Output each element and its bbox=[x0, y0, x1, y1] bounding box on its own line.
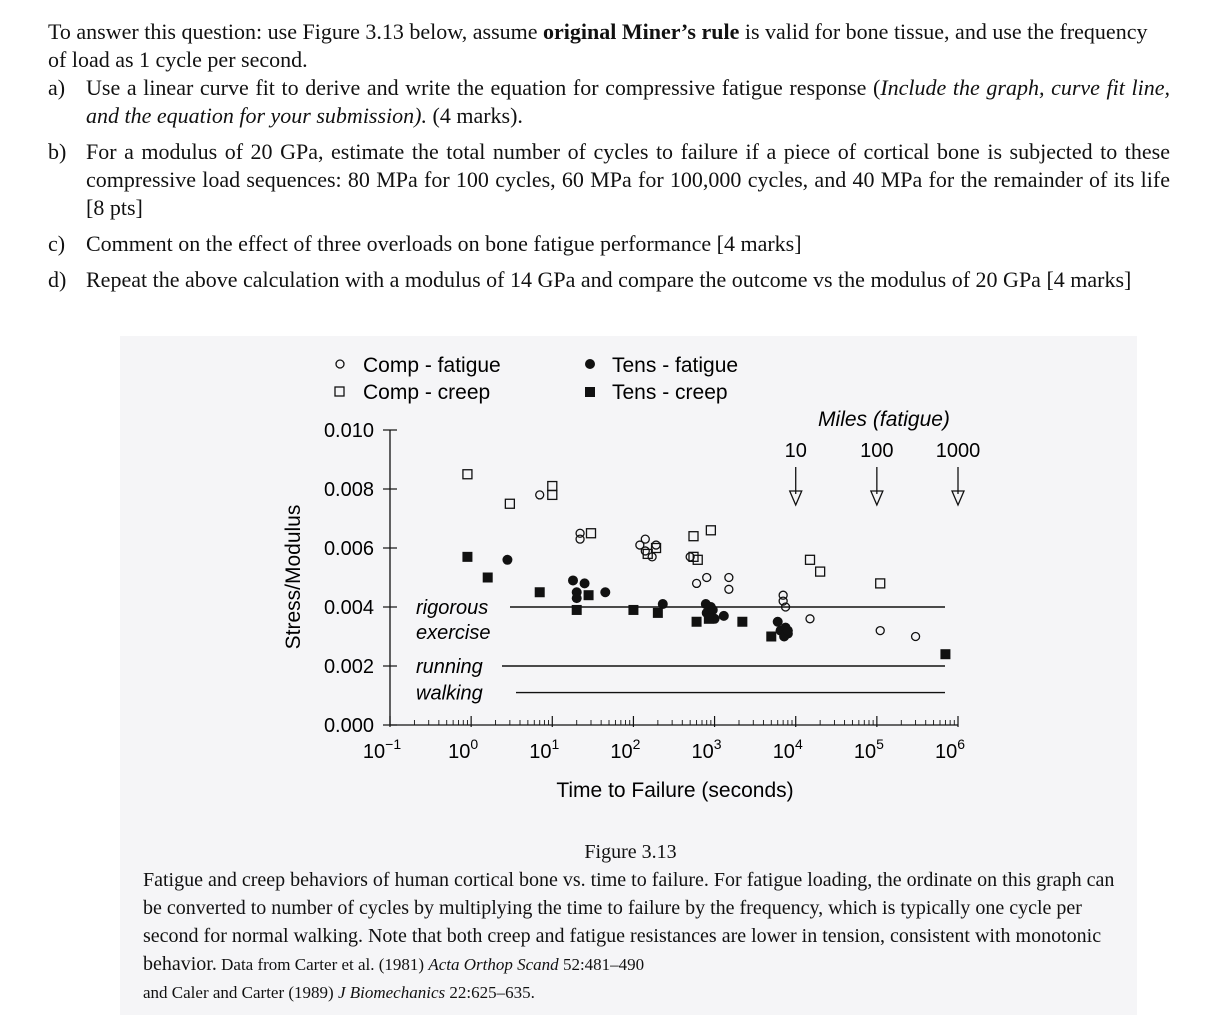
x-tick-label: $10^{-1}$ bbox=[362, 736, 402, 763]
legend-marker-comp-creep bbox=[335, 387, 344, 396]
point-tens-fatigue bbox=[572, 593, 582, 603]
point-tens-creep bbox=[692, 617, 702, 627]
point-tens-creep bbox=[462, 552, 472, 562]
legend-marker-tens-fatigue bbox=[585, 359, 595, 369]
data-points bbox=[462, 470, 950, 659]
miles-title: Miles (fatigue) bbox=[818, 408, 950, 431]
intro-bold: original Miner’s rule bbox=[543, 19, 740, 44]
reference-lines bbox=[416, 597, 945, 705]
point-tens-fatigue bbox=[568, 575, 578, 585]
intro-prefix: To answer this question: use Figure 3.13 below, assume bbox=[48, 19, 544, 44]
intro-suffix: is valid for bone tissue, and use the frequency of load as 1 cycle per second. bbox=[48, 19, 1148, 72]
point-tens-fatigue bbox=[502, 555, 512, 565]
miles-label: 10 bbox=[784, 440, 807, 462]
point-tens-creep bbox=[704, 614, 714, 624]
caption-source-1: Data from Carter et al. (1981) bbox=[216, 955, 429, 974]
point-comp-fatigue bbox=[725, 585, 733, 593]
axes bbox=[324, 420, 965, 763]
point-comp-creep bbox=[463, 470, 472, 479]
caption-source-2: and Caler and Carter (1989) bbox=[143, 983, 338, 1002]
x-tick-label: $10^1$ bbox=[529, 736, 560, 763]
point-comp-creep bbox=[505, 499, 514, 508]
question-a-label: a) bbox=[48, 75, 66, 100]
point-comp-fatigue bbox=[641, 535, 649, 543]
x-tick-label: $10^5$ bbox=[853, 736, 884, 763]
point-tens-creep bbox=[483, 573, 493, 583]
y-tick-label: 0.010 bbox=[323, 420, 374, 442]
point-comp-creep bbox=[806, 555, 815, 564]
y-tick-label: 0.002 bbox=[323, 656, 374, 678]
y-axis-label: Stress/Modulus bbox=[282, 504, 305, 650]
caption-source-1-journal: Acta Orthop Scand bbox=[428, 955, 559, 974]
caption-body: Fatigue and creep behaviors of human cortical bone vs. time to failure. For fatigue loading, the ordinate on this graph can be converted to number of cycles by multiplying the time to failure by the frequency, which is typically one cycle per second for normal walking. Note that both creep and fatigue resistances are lower in tension, consistent with monotonic behavior. bbox=[143, 869, 1115, 975]
a-marks: (4 marks). bbox=[427, 103, 523, 128]
point-comp-fatigue bbox=[641, 547, 649, 555]
a-italic: Include the graph, curve fit line, and the equation for your submission). bbox=[86, 75, 1170, 128]
figure-caption bbox=[143, 838, 1118, 1007]
reference-label: walking bbox=[416, 682, 483, 705]
point-tens-creep bbox=[535, 587, 545, 597]
x-tick-label: $10^6$ bbox=[934, 736, 966, 763]
miles-annotations bbox=[785, 440, 981, 505]
point-tens-creep bbox=[940, 649, 950, 659]
miles-label: 1000 bbox=[935, 440, 981, 462]
reference-label: rigorous bbox=[416, 597, 489, 619]
legend-label-comp-fatigue: Comp - fatigue bbox=[363, 354, 501, 377]
miles-label: 100 bbox=[860, 440, 894, 462]
point-comp-fatigue bbox=[652, 541, 660, 549]
point-tens-fatigue bbox=[658, 599, 668, 609]
caption-source-2-ref: 22:625–635. bbox=[445, 983, 535, 1002]
point-comp-creep bbox=[876, 579, 885, 588]
point-tens-fatigue bbox=[783, 626, 793, 636]
x-axis-label: Time to Failure (seconds) bbox=[556, 779, 794, 802]
point-comp-fatigue bbox=[536, 491, 544, 499]
point-tens-fatigue bbox=[708, 605, 718, 615]
question-b-text: For a modulus of 20 GPa, estimate the total number of cycles to failure if a piece of cortical bone is subjected to these compressive load sequences: 80 MPa for 100 cycles, 60 MPa for 100,000 cycles, and 40 MPa for the remainder of its life [8 pts] bbox=[86, 139, 1170, 220]
legend-marker-tens-creep bbox=[585, 387, 595, 397]
point-comp-creep bbox=[548, 490, 557, 499]
point-comp-fatigue bbox=[876, 627, 884, 635]
caption-source-2-line bbox=[143, 979, 1118, 1007]
question-d-label: d) bbox=[48, 267, 67, 292]
point-tens-creep bbox=[628, 605, 638, 615]
question-d-text: Repeat the above calculation with a modulus of 14 GPa and compare the outcome vs the modulus of 20 GPa [4 marks] bbox=[86, 267, 1132, 292]
legend-label-tens-creep: Tens - creep bbox=[612, 381, 728, 404]
a-text: Use a linear curve fit to derive and write the equation for compressive fatigue response ( bbox=[86, 75, 881, 100]
point-comp-fatigue bbox=[912, 633, 920, 641]
question-c-text: Comment on the effect of three overloads on bone fatigue performance [4 marks] bbox=[86, 231, 802, 256]
point-comp-creep bbox=[706, 526, 715, 535]
point-comp-fatigue bbox=[576, 535, 584, 543]
question-b-label: b) bbox=[48, 139, 67, 164]
point-comp-fatigue bbox=[725, 574, 733, 582]
x-tick-label: $10^2$ bbox=[610, 736, 641, 763]
y-tick-label: 0.006 bbox=[323, 538, 374, 560]
x-tick-label: $10^4$ bbox=[772, 736, 803, 763]
point-comp-fatigue bbox=[703, 574, 711, 582]
point-tens-fatigue bbox=[719, 611, 729, 621]
point-comp-creep bbox=[548, 482, 557, 491]
point-comp-creep bbox=[816, 567, 825, 576]
point-tens-creep bbox=[766, 632, 776, 642]
question-c-label: c) bbox=[48, 231, 66, 256]
point-comp-fatigue bbox=[806, 615, 814, 623]
point-comp-fatigue bbox=[693, 579, 701, 587]
point-tens-creep bbox=[737, 617, 747, 627]
y-tick-label: 0.004 bbox=[323, 597, 374, 619]
y-tick-label: 0.000 bbox=[323, 715, 374, 737]
caption-source-1-ref: 52:481–490 bbox=[558, 955, 645, 974]
legend-label-comp-creep: Comp - creep bbox=[363, 381, 491, 404]
legend-label-tens-fatigue: Tens - fatigue bbox=[612, 354, 739, 377]
caption-body-block bbox=[143, 866, 1118, 979]
legend bbox=[335, 354, 738, 404]
point-comp-creep bbox=[587, 529, 596, 538]
caption-source-2-journal: J Biomechanics bbox=[337, 983, 446, 1002]
y-tick-label: 0.008 bbox=[323, 479, 374, 501]
point-tens-creep bbox=[584, 590, 594, 600]
point-tens-fatigue bbox=[580, 578, 590, 588]
x-tick-label: $10^0$ bbox=[448, 736, 479, 763]
caption-title: Figure 3.13 bbox=[584, 841, 677, 863]
reference-label-2: exercise bbox=[416, 622, 491, 644]
point-comp-creep bbox=[689, 532, 698, 541]
point-tens-creep bbox=[653, 608, 663, 618]
point-tens-creep bbox=[572, 605, 582, 615]
x-tick-label: $10^3$ bbox=[691, 736, 722, 763]
legend-marker-comp-fatigue bbox=[336, 360, 344, 368]
point-tens-fatigue bbox=[600, 587, 610, 597]
reference-label: running bbox=[416, 656, 483, 678]
